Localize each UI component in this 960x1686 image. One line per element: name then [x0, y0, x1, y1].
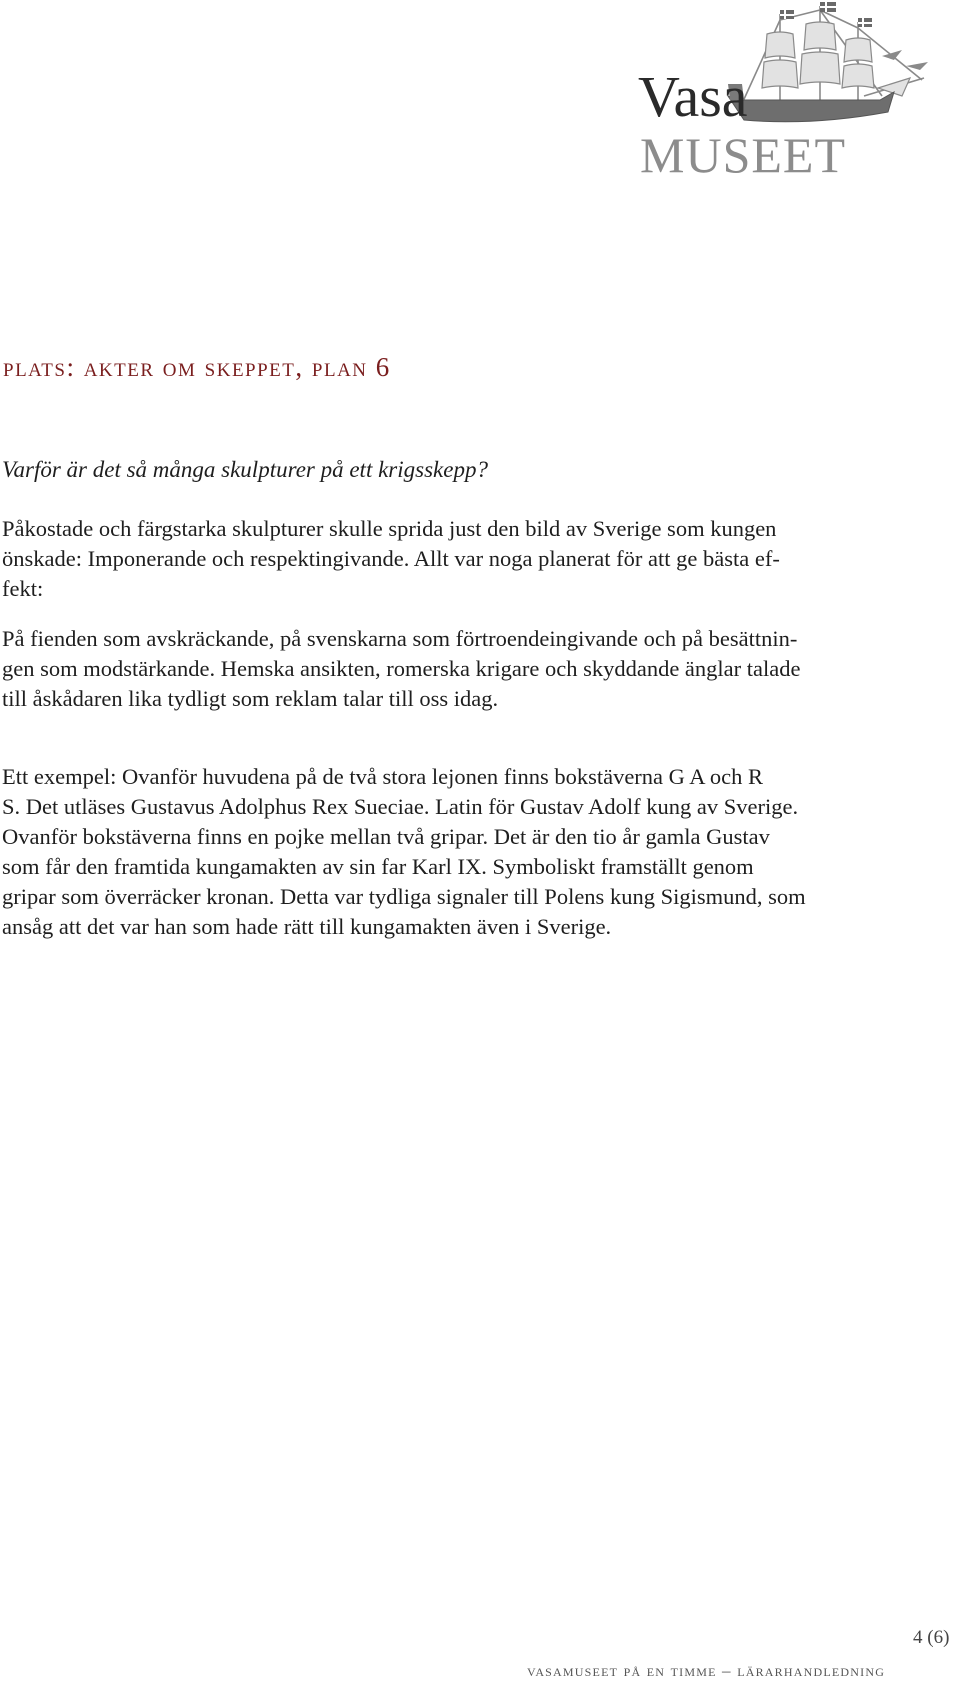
paragraph-line: fekt: — [2, 576, 44, 601]
paragraph-line: Påkostade och färgstarka skulpturer skulle sprida just den bild av Sverige som kungen — [2, 516, 777, 541]
footer-title: vasamuseet på en timme – lärarhandledning — [527, 1661, 886, 1680]
paragraph-line: Ovanför bokstäverna finns en pojke mellan två gripar. Det är den tio år gamla Gustav — [2, 824, 770, 849]
vasamuseet-logo — [632, 0, 960, 190]
section-label: plats: akter om skeppet, plan 6 — [3, 352, 391, 382]
page-number: 4 (6) — [913, 1627, 950, 1648]
paragraph-line: som får den framtida kungamakten av sin far Karl IX. Symboliskt framställt genom — [2, 854, 754, 879]
paragraph-line: gripar som överräcker kronan. Detta var tydliga signaler till Polens kung Sigismund, som — [2, 884, 806, 909]
logo-word-museet: MUSEET — [640, 127, 846, 183]
paragraph-2 — [2, 624, 954, 714]
paragraph-line: ansåg att det var han som hade rätt till kungamakten även i Sverige. — [2, 914, 612, 939]
paragraph-1 — [2, 514, 954, 604]
paragraph-line: S. Det utläses Gustavus Adolphus Rex Sueciae. Latin för Gustav Adolf kung av Sverige. — [2, 794, 799, 819]
logo-word-vasa: Vasa — [638, 64, 748, 129]
paragraph-line: till åskådaren lika tydligt som reklam talar till oss idag. — [2, 686, 499, 711]
paragraph-line: önskade: Imponerande och respektingivande. Allt var noga planerat för att ge bästa ef- — [2, 546, 780, 571]
paragraph-3 — [2, 762, 954, 942]
paragraph-line: gen som modstärkande. Hemska ansikten, romerska krigare och skyddande änglar talade — [2, 656, 801, 681]
paragraph-line: På fienden som avskräckande, på svenskarna som förtroendeingivande och på besättnin- — [2, 626, 798, 651]
question-heading: Varför är det så många skulpturer på ett krigsskepp? — [2, 457, 488, 482]
paragraph-line: Ett exempel: Ovanför huvudena på de två stora lejonen finns bokstäverna G A och R — [2, 764, 764, 789]
